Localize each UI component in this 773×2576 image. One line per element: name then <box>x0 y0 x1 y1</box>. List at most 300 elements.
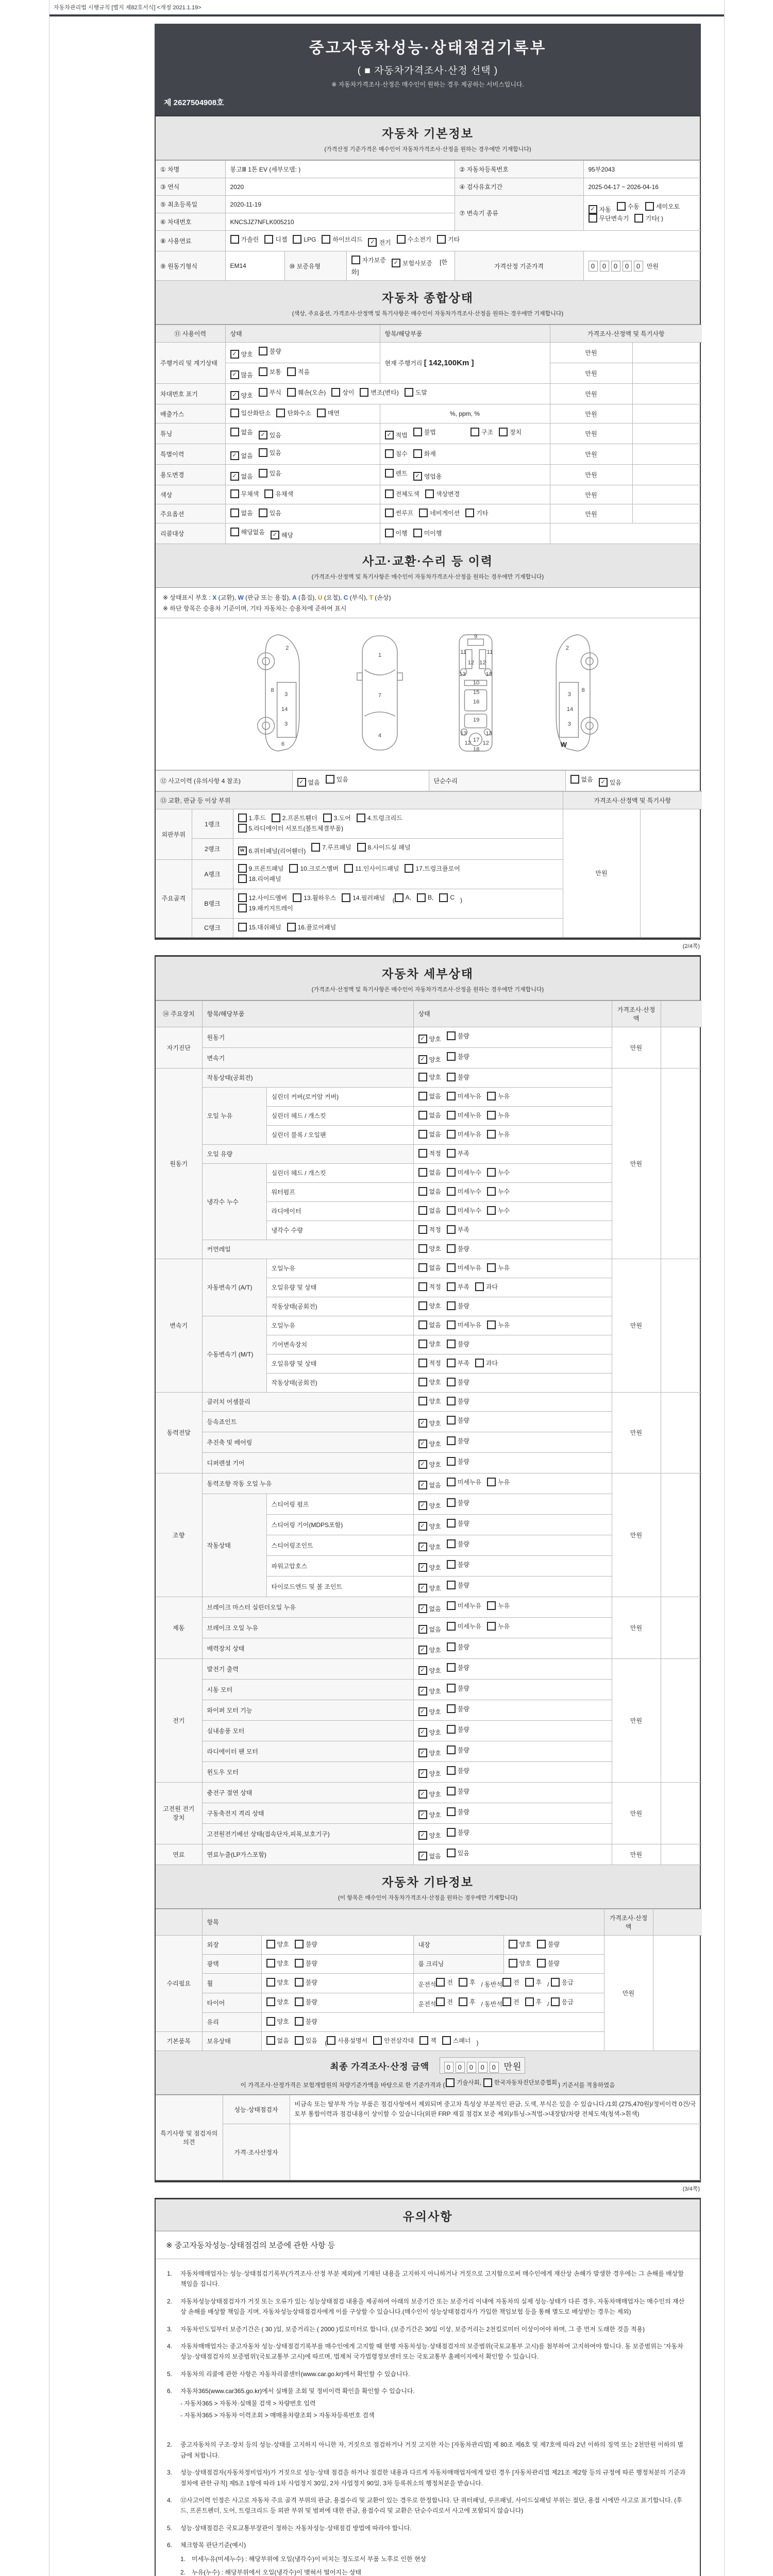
checkbox[interactable] <box>413 449 436 458</box>
checkbox[interactable] <box>385 529 408 537</box>
checkbox[interactable] <box>266 1978 289 1987</box>
checkbox[interactable] <box>551 1997 574 2006</box>
checkbox[interactable] <box>418 1831 441 1840</box>
checkbox[interactable] <box>425 489 460 498</box>
checkbox-label: 기술사회, <box>457 2080 481 2086</box>
form-cell: 와이퍼 모터 기능 <box>202 1700 413 1720</box>
checkbox[interactable] <box>417 893 433 902</box>
checkbox[interactable] <box>259 509 281 517</box>
form-cell <box>413 1555 612 1576</box>
form-cell: 충전구 절연 상태 <box>202 1782 413 1803</box>
checkbox[interactable] <box>447 1539 469 1548</box>
checkbox[interactable] <box>447 1478 481 1486</box>
form-cell <box>653 1935 702 2050</box>
checkbox[interactable] <box>351 256 386 264</box>
checkbox[interactable] <box>509 1959 531 1968</box>
checkbox[interactable] <box>447 1359 469 1367</box>
checkbox[interactable] <box>238 814 266 822</box>
checkbox[interactable] <box>447 1031 469 1040</box>
checkbox-empty-icon <box>238 893 247 902</box>
checkbox[interactable] <box>487 1092 510 1100</box>
checkbox-empty-icon <box>322 235 330 244</box>
checkbox[interactable] <box>295 1940 317 1948</box>
checkbox[interactable] <box>238 874 281 883</box>
checkbox-empty-icon <box>447 1601 456 1610</box>
checkbox[interactable] <box>418 1522 441 1531</box>
checkbox[interactable] <box>447 1187 481 1196</box>
checkbox-empty-icon <box>342 893 350 902</box>
checkbox[interactable] <box>599 778 621 787</box>
checkbox[interactable] <box>551 1978 574 1987</box>
notice-text: ⑫사고이력 인정은 사고로 자동차 주요 골격 부위의 판금, 용접수리 및 교환이 있는 경우로 한정합니다. 단 쿼터패널, 루프패널, 사이드실패널 부위는 절단, 용접 시에만 사고로 표기합니다. (후드, 프론트펜더, 도어, 트렁크리드 등 외판 부위 및 범퍼에 대한 판금, 용접수리 및 교환은 단순수리로서 사고에 포함되지 않습니다) <box>180 2496 682 2515</box>
checkbox[interactable] <box>238 923 281 931</box>
checkbox[interactable] <box>537 1940 560 1948</box>
checkbox[interactable] <box>459 1978 476 1987</box>
checkbox-label: 불량 <box>457 1458 469 1465</box>
checkbox[interactable] <box>238 893 288 902</box>
document-subtitle: ( ■ 자동차가격조사·산정 선택 ) <box>357 65 498 76</box>
checkbox[interactable] <box>459 1997 476 2006</box>
checkbox[interactable] <box>447 1684 469 1692</box>
checkbox[interactable] <box>385 509 414 517</box>
checkbox[interactable] <box>525 1997 542 2006</box>
checkbox[interactable] <box>418 1625 441 1634</box>
checkbox[interactable] <box>436 1978 453 1987</box>
checkbox[interactable] <box>266 2017 289 2026</box>
checkbox[interactable] <box>418 1439 441 1448</box>
checkbox[interactable] <box>418 1055 441 1064</box>
checkbox[interactable] <box>259 388 281 397</box>
checkbox[interactable] <box>323 814 351 822</box>
svg-text:14: 14 <box>281 706 288 713</box>
checkbox[interactable] <box>439 893 455 902</box>
form-cell: 만원 <box>612 1392 661 1473</box>
checkbox[interactable] <box>447 1663 469 1672</box>
checkbox-label: 불량 <box>457 1073 469 1081</box>
checkbox[interactable] <box>418 1769 441 1778</box>
checkbox[interactable] <box>385 469 408 478</box>
checkbox[interactable] <box>271 531 293 539</box>
checkbox[interactable] <box>487 1111 510 1120</box>
checkbox[interactable] <box>418 1646 441 1654</box>
checkbox[interactable] <box>502 1997 519 2006</box>
form-cell: ② 자동차등록번호 <box>455 161 583 178</box>
checkbox-label: 불량 <box>457 1416 469 1424</box>
checkbox-empty-icon <box>264 489 273 498</box>
checkbox[interactable] <box>238 904 293 912</box>
checkbox[interactable] <box>447 1622 481 1631</box>
checkbox-empty-icon <box>437 235 446 244</box>
checkbox[interactable] <box>418 1263 441 1272</box>
notice-number: 6. <box>167 2541 173 2549</box>
checkbox[interactable] <box>487 1263 510 1272</box>
checkbox[interactable] <box>418 1460 441 1469</box>
checkbox[interactable] <box>447 1052 469 1061</box>
checkbox-label: 미세누수 <box>457 1207 482 1214</box>
checkbox[interactable] <box>405 864 460 873</box>
checkbox-checked-icon <box>418 1584 427 1592</box>
section-overall-header <box>156 281 700 325</box>
checkbox-checked-icon <box>230 391 239 400</box>
form-cell: 오일유량 및 상태 <box>266 1354 413 1373</box>
checkbox[interactable] <box>418 1419 441 1428</box>
checkbox[interactable] <box>525 1978 542 1987</box>
checkbox[interactable] <box>368 238 391 247</box>
checkbox[interactable] <box>447 1206 481 1215</box>
checkbox[interactable] <box>405 388 427 397</box>
checkbox[interactable] <box>297 778 320 787</box>
checkbox-checked-icon <box>418 1749 427 1757</box>
form-cell: 구동축전지 격리 상태 <box>202 1803 413 1823</box>
checkbox[interactable] <box>447 1601 481 1610</box>
checkbox[interactable] <box>317 409 340 417</box>
form-cell: 룸 크리닝 <box>413 1954 503 1973</box>
checkbox[interactable] <box>447 1745 469 1754</box>
checkbox[interactable] <box>287 367 310 376</box>
checkbox[interactable] <box>418 1563 441 1572</box>
checkbox[interactable] <box>537 1959 560 1968</box>
checkbox[interactable] <box>295 1978 317 1987</box>
checkbox[interactable] <box>418 1378 441 1386</box>
checkbox[interactable] <box>447 1787 469 1795</box>
checkbox[interactable] <box>418 1543 441 1551</box>
checkbox[interactable] <box>230 391 253 400</box>
checkbox[interactable] <box>272 814 317 822</box>
checkbox[interactable] <box>266 1997 289 2006</box>
checkbox[interactable] <box>418 1225 441 1234</box>
checkbox[interactable] <box>413 428 436 436</box>
checkbox[interactable] <box>230 528 265 536</box>
checkbox[interactable] <box>437 235 460 244</box>
form-cell: 발전기 출력 <box>202 1658 413 1679</box>
checkbox[interactable] <box>418 1397 441 1405</box>
checkbox[interactable] <box>385 431 408 439</box>
checkbox[interactable] <box>259 367 281 376</box>
checkbox[interactable] <box>295 1997 317 2006</box>
checkbox[interactable] <box>418 1092 441 1100</box>
checkbox-checked-icon <box>418 1460 427 1469</box>
checkbox[interactable] <box>259 347 281 355</box>
checkbox[interactable] <box>238 846 306 855</box>
checkbox[interactable] <box>418 1501 441 1510</box>
checkbox[interactable] <box>418 1749 441 1757</box>
checkbox[interactable] <box>447 1498 469 1507</box>
checkbox[interactable] <box>570 775 593 784</box>
checkbox[interactable] <box>617 202 640 211</box>
checkbox[interactable] <box>447 1263 481 1272</box>
checkbox-empty-icon <box>487 1130 496 1139</box>
checkbox[interactable] <box>293 893 336 902</box>
checkbox[interactable] <box>418 1282 441 1291</box>
checkbox[interactable] <box>436 1997 453 2006</box>
checkbox[interactable] <box>418 1168 441 1177</box>
checkbox[interactable] <box>295 1959 317 1968</box>
checkbox-label: 전기 <box>379 239 391 246</box>
checkbox[interactable] <box>418 1301 441 1310</box>
checkbox-label: 양호 <box>519 1959 531 1967</box>
checkbox[interactable] <box>326 775 348 784</box>
checkbox[interactable] <box>447 1301 469 1310</box>
checkbox[interactable] <box>357 814 402 822</box>
checkbox[interactable] <box>385 489 419 498</box>
checkbox[interactable] <box>238 864 284 873</box>
form-cell <box>380 504 550 523</box>
checkbox[interactable] <box>360 388 398 397</box>
form-cell: 만원 <box>612 1597 661 1658</box>
svg-text:1: 1 <box>378 652 382 659</box>
checkbox[interactable] <box>465 509 488 517</box>
checkbox[interactable] <box>287 388 326 397</box>
legend-desc: (손상) <box>373 594 391 601</box>
section-title: 사고·교환·수리 등 이력 <box>362 554 494 568</box>
checkbox-label: 없음 <box>429 1852 441 1860</box>
checkbox[interactable] <box>327 2036 367 2045</box>
checkbox[interactable] <box>418 1707 441 1716</box>
checkbox[interactable] <box>397 235 431 244</box>
checkbox[interactable] <box>344 864 399 873</box>
checkbox[interactable] <box>487 1168 510 1177</box>
form-cell <box>413 1411 612 1432</box>
checkbox[interactable] <box>419 2036 436 2045</box>
checkbox[interactable] <box>470 428 493 436</box>
section-notices-header <box>156 2199 700 2231</box>
checkbox[interactable] <box>487 1601 510 1610</box>
checkbox[interactable] <box>357 843 411 852</box>
form-cell: 2020 <box>225 178 455 196</box>
checkbox[interactable] <box>418 1852 441 1860</box>
checkbox[interactable] <box>447 1111 481 1120</box>
checkbox[interactable] <box>373 2036 414 2045</box>
form-cell: 만원 <box>612 1844 661 1865</box>
checkbox-empty-icon <box>385 529 394 537</box>
form-cell: 기어변속장치 <box>266 1335 413 1354</box>
checkbox[interactable] <box>447 1436 469 1445</box>
checkbox[interactable] <box>487 1320 510 1329</box>
checkbox[interactable] <box>342 893 385 902</box>
legend-desc: (교환), <box>216 594 238 601</box>
checkbox[interactable] <box>634 214 663 223</box>
checkbox[interactable] <box>447 1168 481 1177</box>
cell-text: 운전석 <box>418 1980 436 1988</box>
checkbox[interactable] <box>475 1359 498 1367</box>
checkbox[interactable] <box>447 1244 469 1253</box>
form-cell: 만원 <box>604 1935 653 2050</box>
checkbox[interactable] <box>447 1581 469 1589</box>
form-cell: 만원 <box>563 809 640 938</box>
checkbox[interactable] <box>293 235 316 244</box>
checkbox-checked-icon <box>418 1481 427 1489</box>
checkbox-checked-icon <box>418 1687 427 1696</box>
checkbox[interactable] <box>446 2078 481 2087</box>
checkbox-label: 불량 <box>457 1302 469 1310</box>
checkbox-empty-icon <box>447 1498 456 1507</box>
checkbox[interactable] <box>259 431 281 439</box>
checkbox[interactable] <box>418 1666 441 1675</box>
checkbox[interactable] <box>418 1604 441 1613</box>
checkbox[interactable] <box>266 2036 289 2045</box>
checkbox[interactable] <box>447 1378 469 1386</box>
checkbox[interactable] <box>230 409 271 417</box>
checkbox[interactable] <box>289 864 339 873</box>
form-cell: 색상 <box>156 485 225 504</box>
checkbox[interactable] <box>230 489 259 498</box>
checkbox[interactable] <box>447 1397 469 1405</box>
checkbox-label: 잭 <box>430 2037 436 2044</box>
checkbox[interactable] <box>259 469 281 478</box>
checkbox-label: 적법 <box>395 432 408 439</box>
checkbox[interactable] <box>475 1282 498 1291</box>
checkbox[interactable] <box>499 428 522 436</box>
checkbox-checked-icon <box>418 1646 427 1654</box>
checkbox-empty-icon <box>385 449 394 458</box>
checkbox[interactable] <box>418 1687 441 1696</box>
checkbox[interactable] <box>230 428 253 436</box>
checkbox-checked-icon <box>418 1625 427 1634</box>
form-cell: 스티어링 펌프 <box>266 1494 413 1514</box>
checkbox[interactable] <box>385 449 408 458</box>
checkbox[interactable] <box>487 1130 510 1139</box>
checkbox-empty-icon <box>272 814 280 822</box>
checkbox[interactable] <box>311 843 351 852</box>
checkbox-label: 9.프론트패널 <box>248 865 284 872</box>
cell-text: / 동반석 <box>481 1980 502 1988</box>
checkbox[interactable] <box>419 509 460 517</box>
checkbox-empty-icon <box>487 1622 496 1631</box>
checkbox[interactable] <box>230 509 253 517</box>
checkbox[interactable] <box>230 350 253 359</box>
checkbox[interactable] <box>418 1149 441 1158</box>
checkbox[interactable] <box>418 1111 441 1120</box>
checkbox[interactable] <box>447 1704 469 1713</box>
checkbox[interactable] <box>418 1810 441 1819</box>
form-cell: ⑬ 교환, 판금 등 이상 부위 <box>156 792 563 809</box>
checkbox[interactable] <box>413 472 442 481</box>
form-cell: 만원 <box>550 444 632 465</box>
checkbox[interactable] <box>238 824 344 833</box>
checkbox-label: 응급 <box>561 1978 574 1986</box>
checkbox-label: 누유 <box>498 1321 510 1329</box>
checkbox-label: 누수 <box>498 1207 510 1214</box>
checkbox[interactable] <box>447 1092 481 1100</box>
checkbox[interactable] <box>264 489 293 498</box>
checkbox[interactable] <box>230 451 253 460</box>
checkbox[interactable] <box>418 1481 441 1489</box>
checkbox[interactable] <box>447 1225 469 1234</box>
checkbox-label: 불량 <box>547 1959 560 1967</box>
checkbox-empty-icon <box>360 388 368 397</box>
checkbox[interactable] <box>230 235 259 244</box>
checkbox[interactable] <box>487 1187 510 1196</box>
section-subtitle: (가격조사·산정액 및 특기사항은 매수인이 자동차가격조사·산정을 원하는 경우에만 기재합니다) <box>311 986 544 993</box>
checkbox[interactable] <box>322 235 362 244</box>
checkbox[interactable] <box>447 1457 469 1466</box>
checkbox[interactable] <box>418 1340 441 1348</box>
checkbox[interactable] <box>418 1790 441 1799</box>
svg-text:18: 18 <box>473 746 480 753</box>
form-cell: 커먼레일 <box>202 1240 413 1259</box>
checkbox[interactable] <box>266 1940 289 1948</box>
checkbox[interactable] <box>276 409 311 417</box>
checkbox[interactable] <box>418 1035 441 1043</box>
checkbox[interactable] <box>447 1766 469 1775</box>
checkbox[interactable] <box>447 1807 469 1816</box>
checkbox[interactable] <box>447 1073 469 1081</box>
checkbox[interactable] <box>392 259 432 267</box>
svg-text:10: 10 <box>473 680 480 686</box>
form-cell <box>661 1597 702 1658</box>
checkbox[interactable] <box>447 1340 469 1348</box>
checkbox[interactable] <box>418 1584 441 1592</box>
checkbox[interactable] <box>418 1244 441 1253</box>
checkbox[interactable] <box>418 1320 441 1329</box>
checkbox[interactable] <box>487 1478 510 1486</box>
checkbox[interactable] <box>395 893 411 902</box>
checkbox[interactable] <box>447 1725 469 1734</box>
checkbox[interactable] <box>447 1416 469 1425</box>
checkbox[interactable] <box>264 235 287 244</box>
checkbox-empty-icon <box>230 409 239 417</box>
checkbox[interactable] <box>645 202 680 211</box>
checkbox[interactable] <box>447 1828 469 1837</box>
checkbox-label: 불량 <box>457 1746 469 1754</box>
checkbox[interactable] <box>589 205 611 214</box>
checkbox[interactable] <box>259 448 281 457</box>
checkbox[interactable] <box>295 2017 317 2026</box>
checkbox-empty-icon <box>487 1320 496 1329</box>
checkbox[interactable] <box>483 2078 557 2087</box>
checkbox[interactable] <box>447 1560 469 1569</box>
checkbox[interactable] <box>331 388 354 397</box>
checkbox[interactable] <box>447 1149 469 1158</box>
checkbox[interactable] <box>413 529 442 537</box>
checkbox[interactable] <box>589 214 629 223</box>
checkbox[interactable] <box>230 472 253 481</box>
checkbox[interactable] <box>418 1728 441 1737</box>
checkbox[interactable] <box>447 1320 481 1329</box>
checkbox-label: 전 <box>447 1998 453 2006</box>
checkbox[interactable] <box>487 1206 510 1215</box>
checkbox[interactable] <box>418 1187 441 1196</box>
form-cell <box>380 465 550 485</box>
form-cell: 보유상태 <box>202 2031 261 2050</box>
checkbox[interactable] <box>418 1206 441 1215</box>
checkbox[interactable] <box>266 1959 289 1968</box>
checkbox[interactable] <box>509 1940 531 1948</box>
checkbox[interactable] <box>502 1978 519 1987</box>
checkbox[interactable] <box>447 1849 469 1857</box>
checkbox[interactable] <box>442 2036 471 2045</box>
section-title: 자동차 세부상태 <box>382 967 474 980</box>
checkbox[interactable] <box>230 370 253 379</box>
form-cell: ⑥ 차대번호 <box>156 213 225 231</box>
checkbox[interactable] <box>418 1359 441 1367</box>
checkbox[interactable] <box>447 1282 469 1291</box>
checkbox-empty-icon <box>418 1301 427 1310</box>
checkbox[interactable] <box>418 1073 441 1081</box>
checkbox-empty-icon <box>447 1745 456 1754</box>
final-price-note <box>156 2078 700 2089</box>
checkbox-empty-icon <box>570 775 579 784</box>
checkbox-empty-icon <box>509 1940 517 1948</box>
checkbox[interactable] <box>447 1642 469 1651</box>
checkbox[interactable] <box>295 2036 317 2045</box>
checkbox[interactable] <box>418 1130 441 1139</box>
checkbox[interactable] <box>447 1130 481 1139</box>
checkbox[interactable] <box>487 1622 510 1631</box>
form-cell <box>225 404 380 423</box>
checkbox[interactable] <box>287 923 337 931</box>
checkbox[interactable] <box>447 1519 469 1528</box>
